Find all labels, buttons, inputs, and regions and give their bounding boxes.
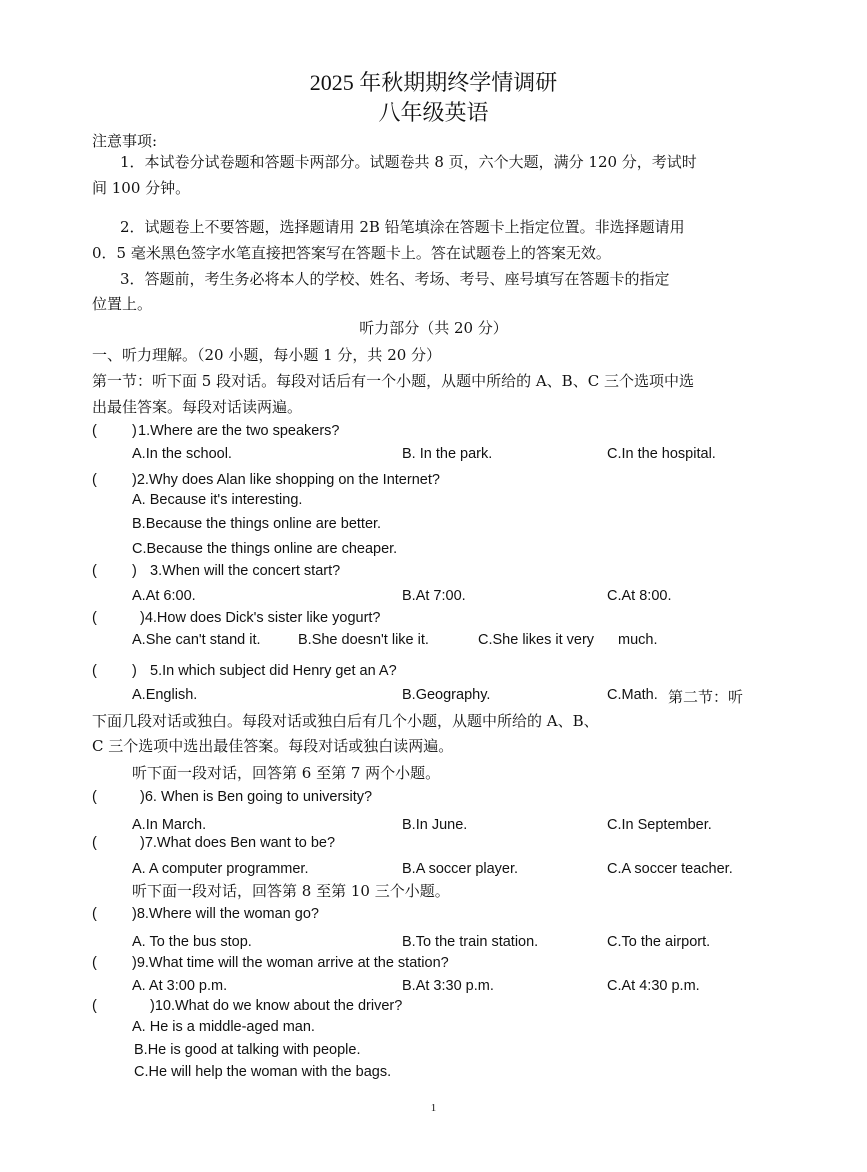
section2-instruction-line-1: 下面几段对话或独白。每段对话或独白后有几个小题，从题中所给的 A、B、 [92,712,599,730]
q2-option-a: A. Because it's interesting. [132,492,303,508]
notice-item-1-line-1: 1．本试卷分试卷题和答题卡两部分。试题卷共 8 页，六个大题，满分 120 分，考试时 [120,153,697,171]
q3-option-b: B.At 7:00. [402,588,466,604]
q10-bracket-open: ( [92,998,97,1014]
q10-option-b: B.He is good at talking with people. [134,1042,361,1058]
notice-item-2-line-2: 0．5 毫米黑色签字水笔直接把答案写在答题卡上。答在试题卷上的答案无效。 [92,244,611,262]
q2-stem: )2.Why does Alan like shopping on the Internet? [132,472,440,488]
q4-option-a: A.She can't stand it. [132,632,261,648]
q9-bracket-open: ( [92,955,97,971]
page-number: 1 [430,1102,437,1114]
q8-bracket-open: ( [92,906,97,922]
q6-option-a: A.In March. [132,817,207,833]
q8-option-b: B.To the train station. [402,934,539,950]
notice-item-3-line-2: 位置上。 [92,295,153,313]
q7-option-b: B.A soccer player. [402,861,519,877]
q5-option-a: A.English. [132,687,198,703]
q6-stem: )6. When is Ben going to university? [140,789,373,805]
q1-bracket-open: ( [92,423,97,439]
section1-instruction-line-2: 出最佳答案。每段对话读两遍。 [92,398,303,416]
q3-option-a: A.At 6:00. [132,588,196,604]
q10-option-c: C.He will help the woman with the bags. [134,1064,392,1080]
q4-bracket-open: ( [92,610,97,626]
q6-option-b: B.In June. [402,817,468,833]
q2-bracket-open: ( [92,472,97,488]
q1-option-c: C.In the hospital. [607,446,716,462]
q6-bracket-open: ( [92,789,97,805]
section2-instruction-line-2: C 三个选项中选出最佳答案。每段对话或独白读两遍。 [92,737,454,755]
q5-bracket-close: ) [132,663,137,679]
q1-option-a: A.In the school. [132,446,232,462]
q1-bracket-close: ) [132,423,137,439]
section1-instruction-line-1: 第一节：听下面 5 段对话。每段对话后有一个小题，从题中所给的 A、B、C 三个选项中选 [92,372,694,390]
q5-option-b: B.Geography. [402,687,491,703]
q9-option-a: A. At 3:00 p.m. [132,978,228,994]
q3-option-c: C.At 8:00. [607,588,672,604]
q8-option-c: C.To the airport. [607,934,711,950]
q9-stem: )9.What time will the woman arrive at the station? [132,955,449,971]
q7-stem: )7.What does Ben want to be? [140,835,336,851]
section-title: 一、听力理解。（20 小题，每小题 1 分，共 20 分） [92,346,442,364]
listening-part-title: 听力部分（共 20 分） [359,319,508,337]
q8-option-a: A. To the bus stop. [132,934,252,950]
q5-option-c: C.Math. [607,687,658,703]
instruction-q6-q7: 听下面一段对话，回答第 6 至第 7 两个小题。 [132,764,441,782]
notice-item-3-line-1: 3．答题前，考生务必将本人的学校、姓名、考场、考号、座号填写在答题卡的指定 [120,270,670,288]
q2-option-b: B.Because the things online are better. [132,516,382,532]
q9-option-b: B.At 3:30 p.m. [402,978,494,994]
q4-stem: )4.How does Dick's sister like yogurt? [140,610,381,626]
q1-option-b: B. In the park. [402,446,493,462]
q9-option-c: C.At 4:30 p.m. [607,978,700,994]
section2-heading-start: 第二节：听 [668,688,744,706]
q10-stem: )10.What do we know about the driver? [150,998,403,1014]
exam-subtitle: 八年级英语 [378,100,489,125]
q5-bracket-open: ( [92,663,97,679]
q1-stem: 1.Where are the two speakers? [138,423,340,439]
notice-heading: 注意事项: [92,132,158,150]
q6-option-c: C.In September. [607,817,712,833]
q7-option-c: C.A soccer teacher. [607,861,733,877]
instruction-q8-q10: 听下面一段对话，回答第 8 至第 10 三个小题。 [132,882,450,900]
q7-option-a: A. A computer programmer. [132,861,309,877]
q4-option-c: C.She likes it very [478,632,595,648]
q4-option-b: B.She doesn't like it. [298,632,429,648]
q5-stem: 5.In which subject did Henry get an A? [150,663,397,679]
q2-option-c: C.Because the things online are cheaper. [132,541,398,557]
notice-item-1-line-2: 间 100 分钟。 [92,179,191,197]
exam-title: 2025 年秋期期终学情调研 [309,70,558,95]
q8-stem: )8.Where will the woman go? [132,906,319,922]
q3-bracket-open: ( [92,563,97,579]
q7-bracket-open: ( [92,835,97,851]
notice-item-2-line-1: 2．试题卷上不要答题，选择题请用 2B 铅笔填涂在答题卡上指定位置。非选择题请用 [120,218,685,236]
q10-option-a: A. He is a middle-aged man. [132,1019,315,1035]
q3-stem: 3.When will the concert start? [150,563,341,579]
q3-bracket-close: ) [132,563,137,579]
q4-option-c-tail: much. [618,632,658,648]
